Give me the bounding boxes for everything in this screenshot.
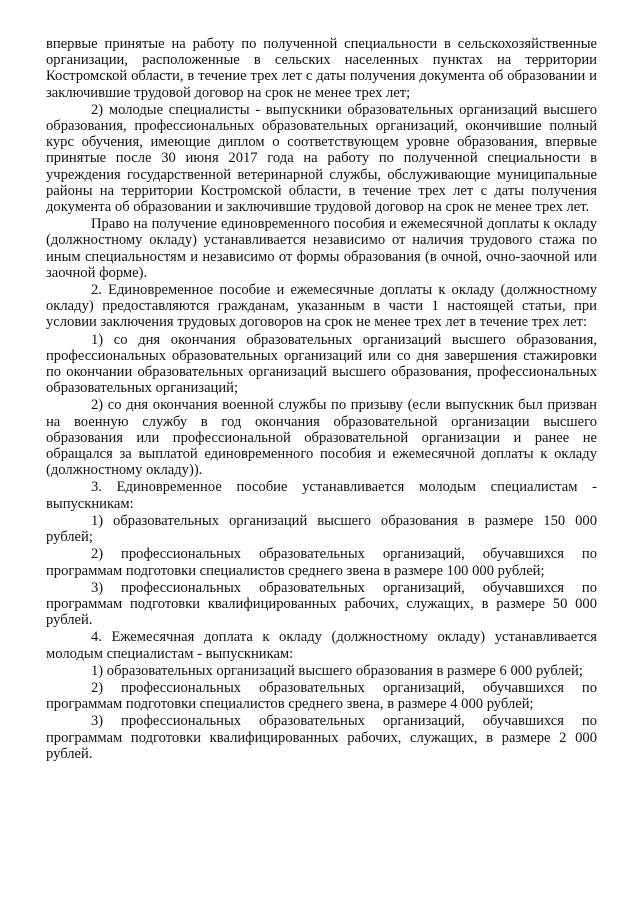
paragraph-section-4-item-1: 1) образовательных организаций высшего образования в размере 6 000 рублей; bbox=[91, 662, 583, 679]
paragraph-section-3-item-3: 3) профессиональных образовательных организаций, обучавшихся по программам подготовки квалифицированных рабочих, служащих, в размере 50 000 рублей. bbox=[46, 579, 597, 629]
paragraph-section-2: 2. Единовременное пособие и ежемесячные доплаты к окладу (должностному окладу) предоставляются гражданам, указанным в части 1 настоящей статьи, при условии заключения трудовых договоров на срок не менее трех лет в течение трех лет: bbox=[46, 282, 597, 331]
paragraph-intro-continuation: впервые принятые на работу по полученной специальности в сельскохозяйственные организации, расположенные в сельских населенных пунктах на территории Костромской области, в течение трех лет с даты получения документа об образовании и заключившие трудовой договор на срок не менее трех лет; bbox=[46, 36, 597, 101]
paragraph-section-2-item-2: 2) со дня окончания военной службы по призыву (если выпускник был призван на военную службу в год окончания образовательной организации высшего образования или профессиональной образовательной организации и ранее не обращался за выплатой единовременного пособия и ежемесячной доплаты к окладу (должностному окладу)). bbox=[46, 397, 597, 479]
paragraph-section-4-item-2: 2) профессиональных образовательных организаций, обучавшихся по программам подготовки специалистов среднего звена, в размере 4 000 рублей; bbox=[46, 679, 597, 713]
paragraph-section-3-item-2: 2) профессиональных образовательных организаций, обучавшихся по программам подготовки специалистов среднего звена в размере 100 000 рублей; bbox=[46, 546, 597, 579]
paragraph-section-4-item-3: 3) профессиональных образовательных организаций, обучавшихся по программам подготовки квалифицированных рабочих, служащих, в размере 2 000 рублей. bbox=[46, 713, 597, 762]
paragraph-entitlement: Право на получение единовременного пособия и ежемесячной доплаты к окладу (должностному окладу) устанавливается независимо от наличия трудового стажа по иным специальностям и независимо от формы образования (в очной, очно-заочной или заочной форме). bbox=[46, 216, 597, 281]
paragraph-section-3: 3. Единовременное пособие устанавливается молодым специалистам - выпускникам: bbox=[46, 479, 597, 512]
paragraph-section-4: 4. Ежемесячная доплата к окладу (должностному окладу) устанавливается молодым специалистам - выпускникам: bbox=[46, 629, 597, 662]
paragraph-item-2-young-specialists: 2) молодые специалисты - выпускники образовательных организаций высшего образования, профессиональных образовательных организаций, окончившие полный курс обучения, имеющие диплом о соответствующем уровне образования, впервые принятые после 30 июня 2017 года на работу по полученной специальности в учреждения государственной ветеринарной службы, обслуживающие муниципальные районы на территории Костромской области, в течение трех лет с даты получения документа об образовании и заключившие трудовой договор на срок не менее трех лет. bbox=[46, 101, 597, 216]
document-page bbox=[46, 36, 597, 763]
paragraph-section-2-item-1: 1) со дня окончания образовательных организаций высшего образования, профессиональных образовательных организаций или со дня завершения стажировки по окончании образовательных организаций высшего образования, профессиональных образовательных организаций; bbox=[46, 331, 597, 397]
paragraph-section-3-item-1: 1) образовательных организаций высшего образования в размере 150 000 рублей; bbox=[46, 512, 597, 546]
